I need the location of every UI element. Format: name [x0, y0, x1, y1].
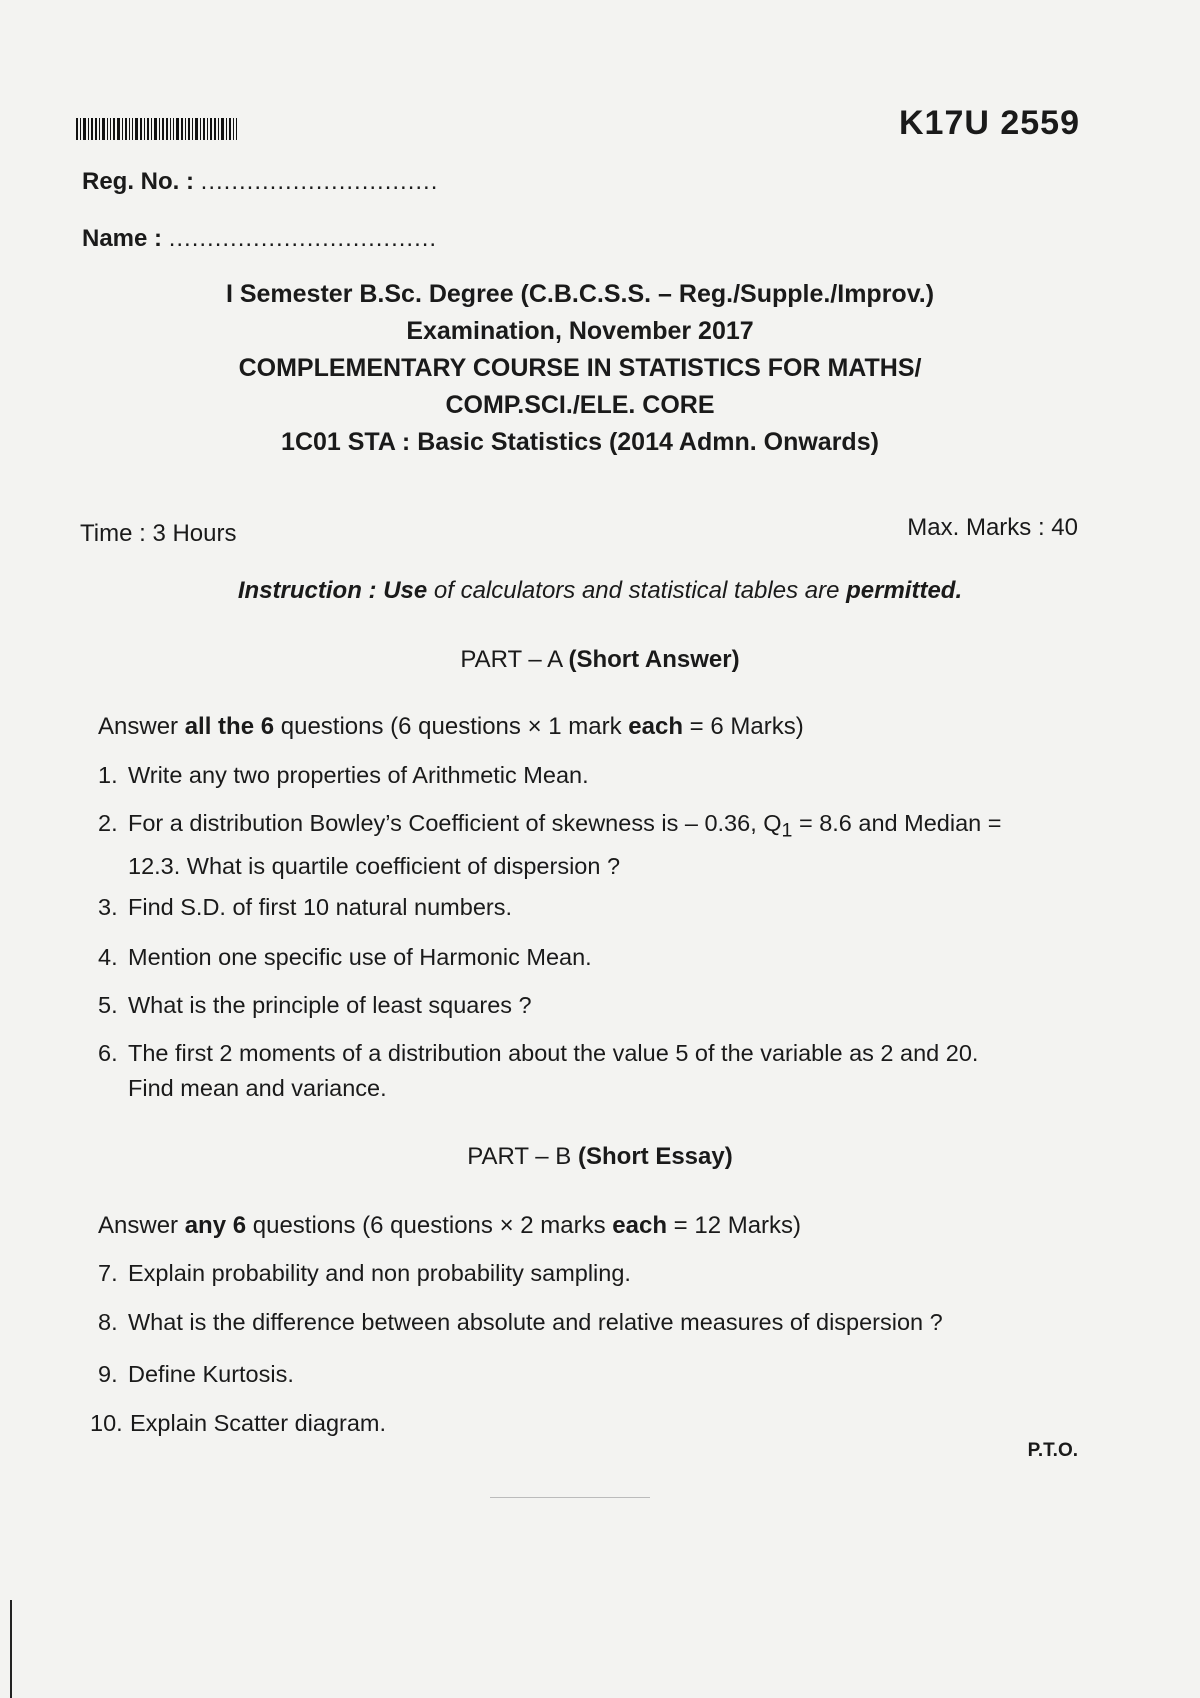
barcode: [76, 118, 304, 140]
part-a-answer-pre: Answer: [98, 713, 179, 740]
question-text: Define Kurtosis.: [128, 1361, 294, 1387]
question-text: Explain probability and non probability sampling.: [128, 1260, 631, 1286]
part-b-heading: [0, 1143, 1200, 1171]
part-b-answer-bold-2: each: [612, 1212, 667, 1239]
question-number: 1.: [98, 762, 118, 788]
pto-marker: P.T.O.: [1027, 1440, 1078, 1461]
question-6: [98, 1036, 1028, 1106]
part-a-answer-bold-1: all the 6: [184, 713, 275, 740]
question-number: 2.: [98, 810, 118, 836]
part-a-answer-end: = 6 Marks): [689, 713, 804, 740]
part-a-heading: [0, 646, 1200, 674]
question-number: 10.: [90, 1410, 123, 1436]
question-10: [90, 1406, 1030, 1441]
time-allowed: Time : 3 Hours: [80, 520, 237, 547]
instruction-text: of calculators and statistical tables are: [433, 577, 840, 604]
part-b-subtitle: (Short Essay): [578, 1143, 733, 1170]
scan-edge: [10, 1600, 12, 1698]
question-text-part-a: For a distribution Bowley’s Coefficient of skewness is – 0.36, Q: [128, 810, 782, 836]
question-5: [98, 988, 1028, 1023]
part-a-answer-mid: questions (6 questions × 1 mark: [280, 713, 622, 740]
question-text: What is the principle of least squares ?: [128, 992, 532, 1018]
title-line-2: Examination, November 2017: [406, 317, 754, 345]
question-number: 6.: [98, 1040, 118, 1066]
question-text: Explain Scatter diagram.: [130, 1410, 387, 1436]
instruction-permitted: permitted.: [846, 577, 963, 604]
part-b-answer-bold-1: any 6: [184, 1212, 247, 1239]
title-line-5: 1C01 STA : Basic Statistics (2014 Admn. Onwards): [281, 428, 879, 456]
title-line-1: I Semester B.Sc. Degree (C.B.C.S.S. – Reg./Supple./Improv.): [225, 280, 935, 308]
part-a-subtitle: (Short Answer): [568, 646, 740, 673]
exam-title: [100, 276, 1060, 461]
part-b-answer-pre: Answer: [98, 1212, 179, 1239]
part-a-instructions: [98, 713, 804, 741]
instruction-use: Use: [383, 577, 428, 604]
part-a-label: PART – A: [460, 646, 562, 673]
question-8: [98, 1305, 1028, 1340]
question-number: 3.: [98, 894, 118, 920]
max-marks: Max. Marks : 40: [907, 514, 1078, 541]
question-text: Write any two properties of Arithmetic Mean.: [128, 762, 589, 788]
question-number: 7.: [98, 1260, 118, 1286]
reg-no-label: Reg. No. :: [82, 168, 194, 195]
name-label: Name :: [82, 225, 163, 252]
question-9: [98, 1357, 1028, 1392]
question-text: The first 2 moments of a distribution about the value 5 of the variable as 2 and 20. Find mean and variance.: [128, 1040, 979, 1101]
part-b-answer-mid: questions (6 questions × 2 marks: [252, 1212, 606, 1239]
question-text: Find S.D. of first 10 natural numbers.: [128, 894, 512, 920]
question-4: [98, 940, 1028, 975]
part-b-answer-end: = 12 Marks): [673, 1212, 802, 1239]
paper-code: K17U 2559: [898, 104, 1080, 142]
part-b-instructions: [98, 1212, 801, 1240]
question-number: 5.: [98, 992, 118, 1018]
name-dots: ...................................: [168, 225, 438, 252]
name-field: [82, 225, 437, 253]
question-7: [98, 1256, 1028, 1291]
question-number: 4.: [98, 944, 118, 970]
instruction: [0, 577, 1200, 605]
question-text: What is the difference between absolute and relative measures of dispersion ?: [128, 1309, 943, 1335]
title-line-3: COMPLEMENTARY COURSE IN STATISTICS FOR MATHS/: [238, 354, 922, 382]
instruction-label: Instruction :: [237, 577, 377, 604]
question-subscript: 1: [781, 819, 793, 842]
question-2: [98, 806, 1028, 884]
question-1: [98, 758, 1028, 793]
part-a-answer-bold-2: each: [628, 713, 683, 740]
question-number: 9.: [98, 1361, 118, 1387]
question-text: Mention one specific use of Harmonic Mean.: [128, 944, 592, 970]
title-line-4: COMP.SCI./ELE. CORE: [445, 391, 715, 419]
question-3: [98, 890, 1028, 925]
reg-no-field: [82, 168, 438, 196]
reg-no-dots: ...............................: [200, 168, 439, 195]
divider: [490, 1497, 650, 1498]
question-number: 8.: [98, 1309, 118, 1335]
question-text-part-b: = 8.6 and Median = 12.3. What is quartile coefficient of dispersion ?: [128, 810, 1002, 879]
part-b-label: PART – B: [467, 1143, 572, 1170]
question-text: [128, 806, 1028, 884]
